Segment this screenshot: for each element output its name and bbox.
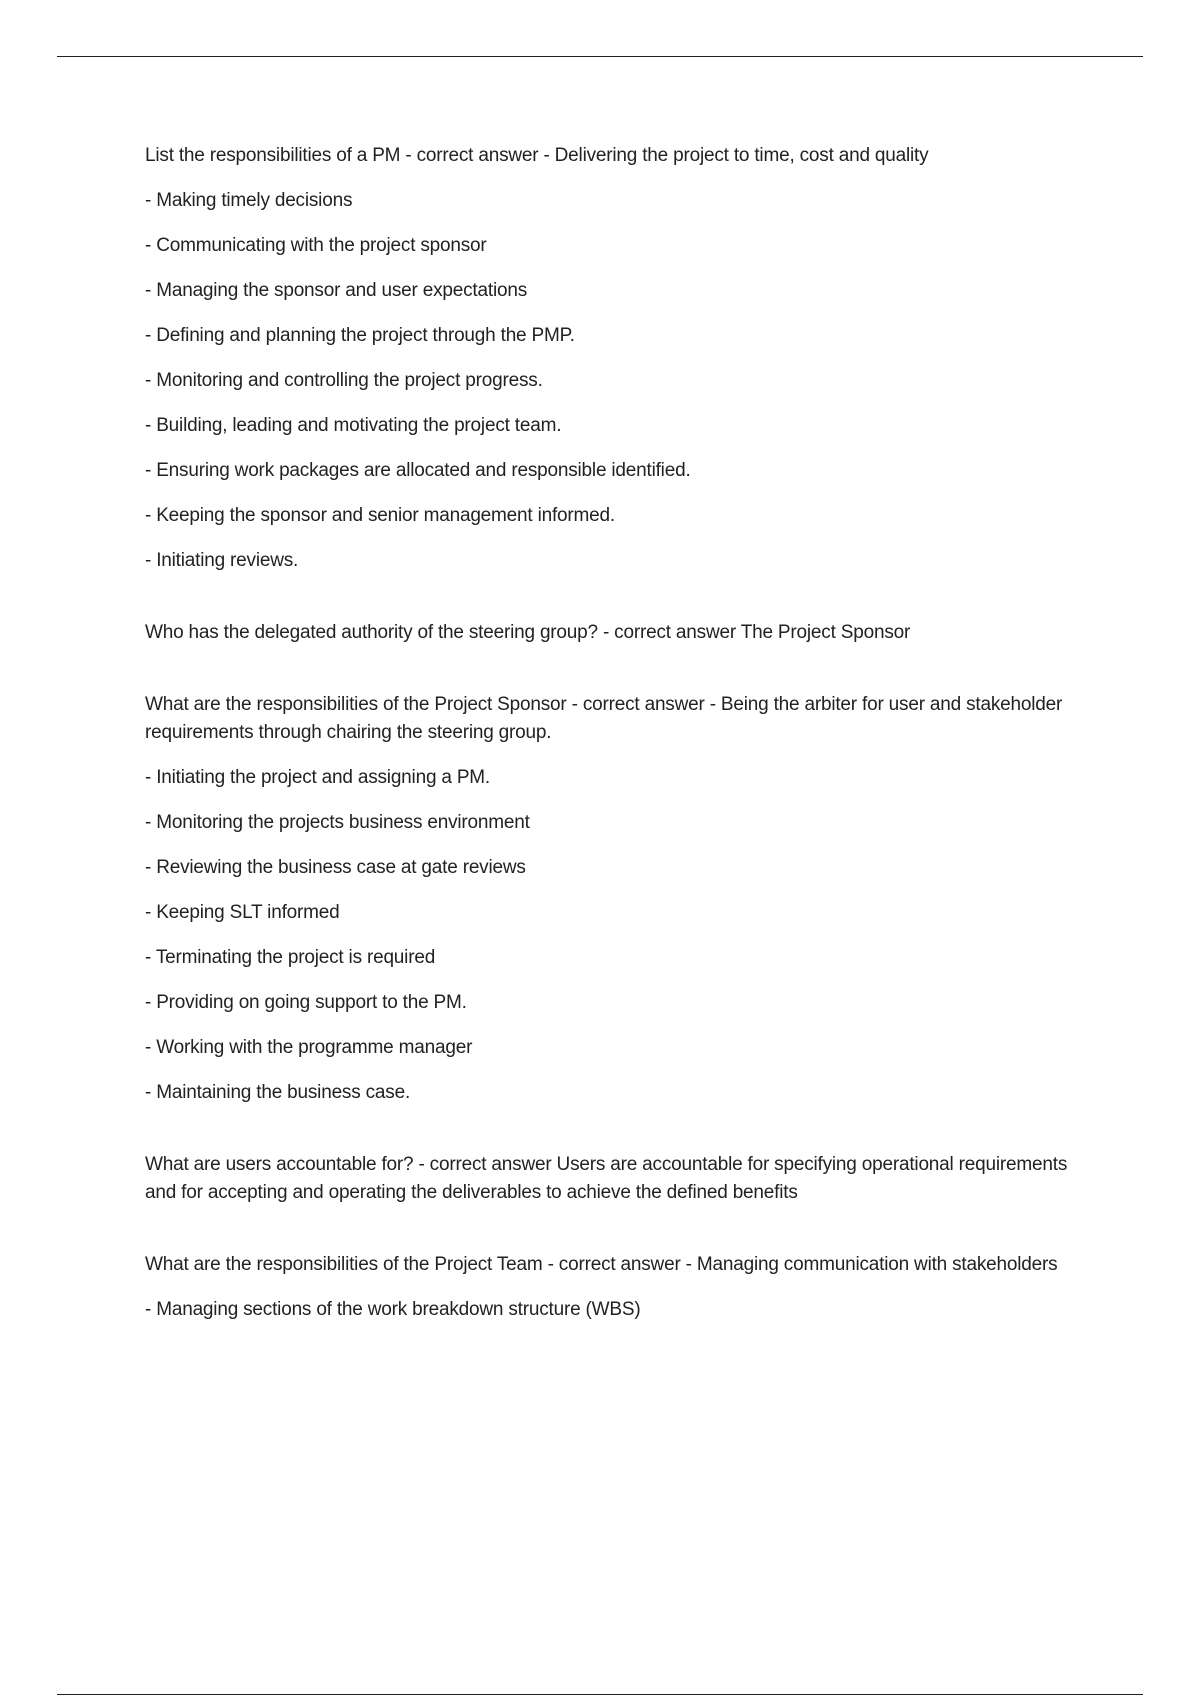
- footer-rule: [57, 1694, 1143, 1695]
- list-item: - Ensuring work packages are allocated and responsible identified.: [145, 460, 691, 481]
- qa-block-pm-responsibilities: [145, 142, 1075, 575]
- list-item: - Providing on going support to the PM.: [145, 992, 467, 1013]
- qa-block-team-responsibilities: [145, 1251, 1075, 1324]
- question-text: What are the responsibilities of the Project Team - correct answer - Managing communication with stakeholders: [145, 1254, 1058, 1275]
- list-item: - Monitoring and controlling the project progress.: [145, 370, 543, 391]
- list-item: - Building, leading and motivating the project team.: [145, 415, 562, 436]
- question-text: What are users accountable for? - correct answer Users are accountable for specifying operational requirements and for accepting and operating the deliverables to achieve the defined benefits: [145, 1154, 1073, 1203]
- qa-block-delegated-authority: [145, 619, 1075, 647]
- list-item: - Keeping the sponsor and senior management informed.: [145, 505, 615, 526]
- list-item: - Managing the sponsor and user expectations: [145, 280, 527, 301]
- list-item: - Monitoring the projects business environment: [145, 812, 530, 833]
- list-item: - Initiating the project and assigning a PM.: [145, 767, 491, 788]
- list-item: - Reviewing the business case at gate reviews: [145, 857, 526, 878]
- qa-block-users-accountable: [145, 1151, 1075, 1207]
- question-text: Who has the delegated authority of the steering group? - correct answer The Project Sponsor: [145, 622, 911, 643]
- list-item: - Maintaining the business case.: [145, 1082, 411, 1103]
- question-text: What are the responsibilities of the Project Sponsor - correct answer - Being the arbiter for user and stakeholder requirements through chairing the steering group.: [145, 694, 1068, 743]
- document-body: [145, 142, 1075, 1341]
- list-item: - Making timely decisions: [145, 190, 353, 211]
- list-item: - Managing sections of the work breakdown structure (WBS): [145, 1299, 641, 1320]
- question-text: List the responsibilities of a PM - correct answer - Delivering the project to time, cost and quality: [145, 145, 929, 166]
- list-item: - Initiating reviews.: [145, 550, 299, 571]
- list-item: - Keeping SLT informed: [145, 902, 340, 923]
- list-item: - Terminating the project is required: [145, 947, 436, 968]
- header-rule: [57, 56, 1143, 57]
- list-item: - Defining and planning the project through the PMP.: [145, 325, 575, 346]
- list-item: - Working with the programme manager: [145, 1037, 473, 1058]
- list-item: - Communicating with the project sponsor: [145, 235, 487, 256]
- qa-block-sponsor-responsibilities: [145, 691, 1075, 1107]
